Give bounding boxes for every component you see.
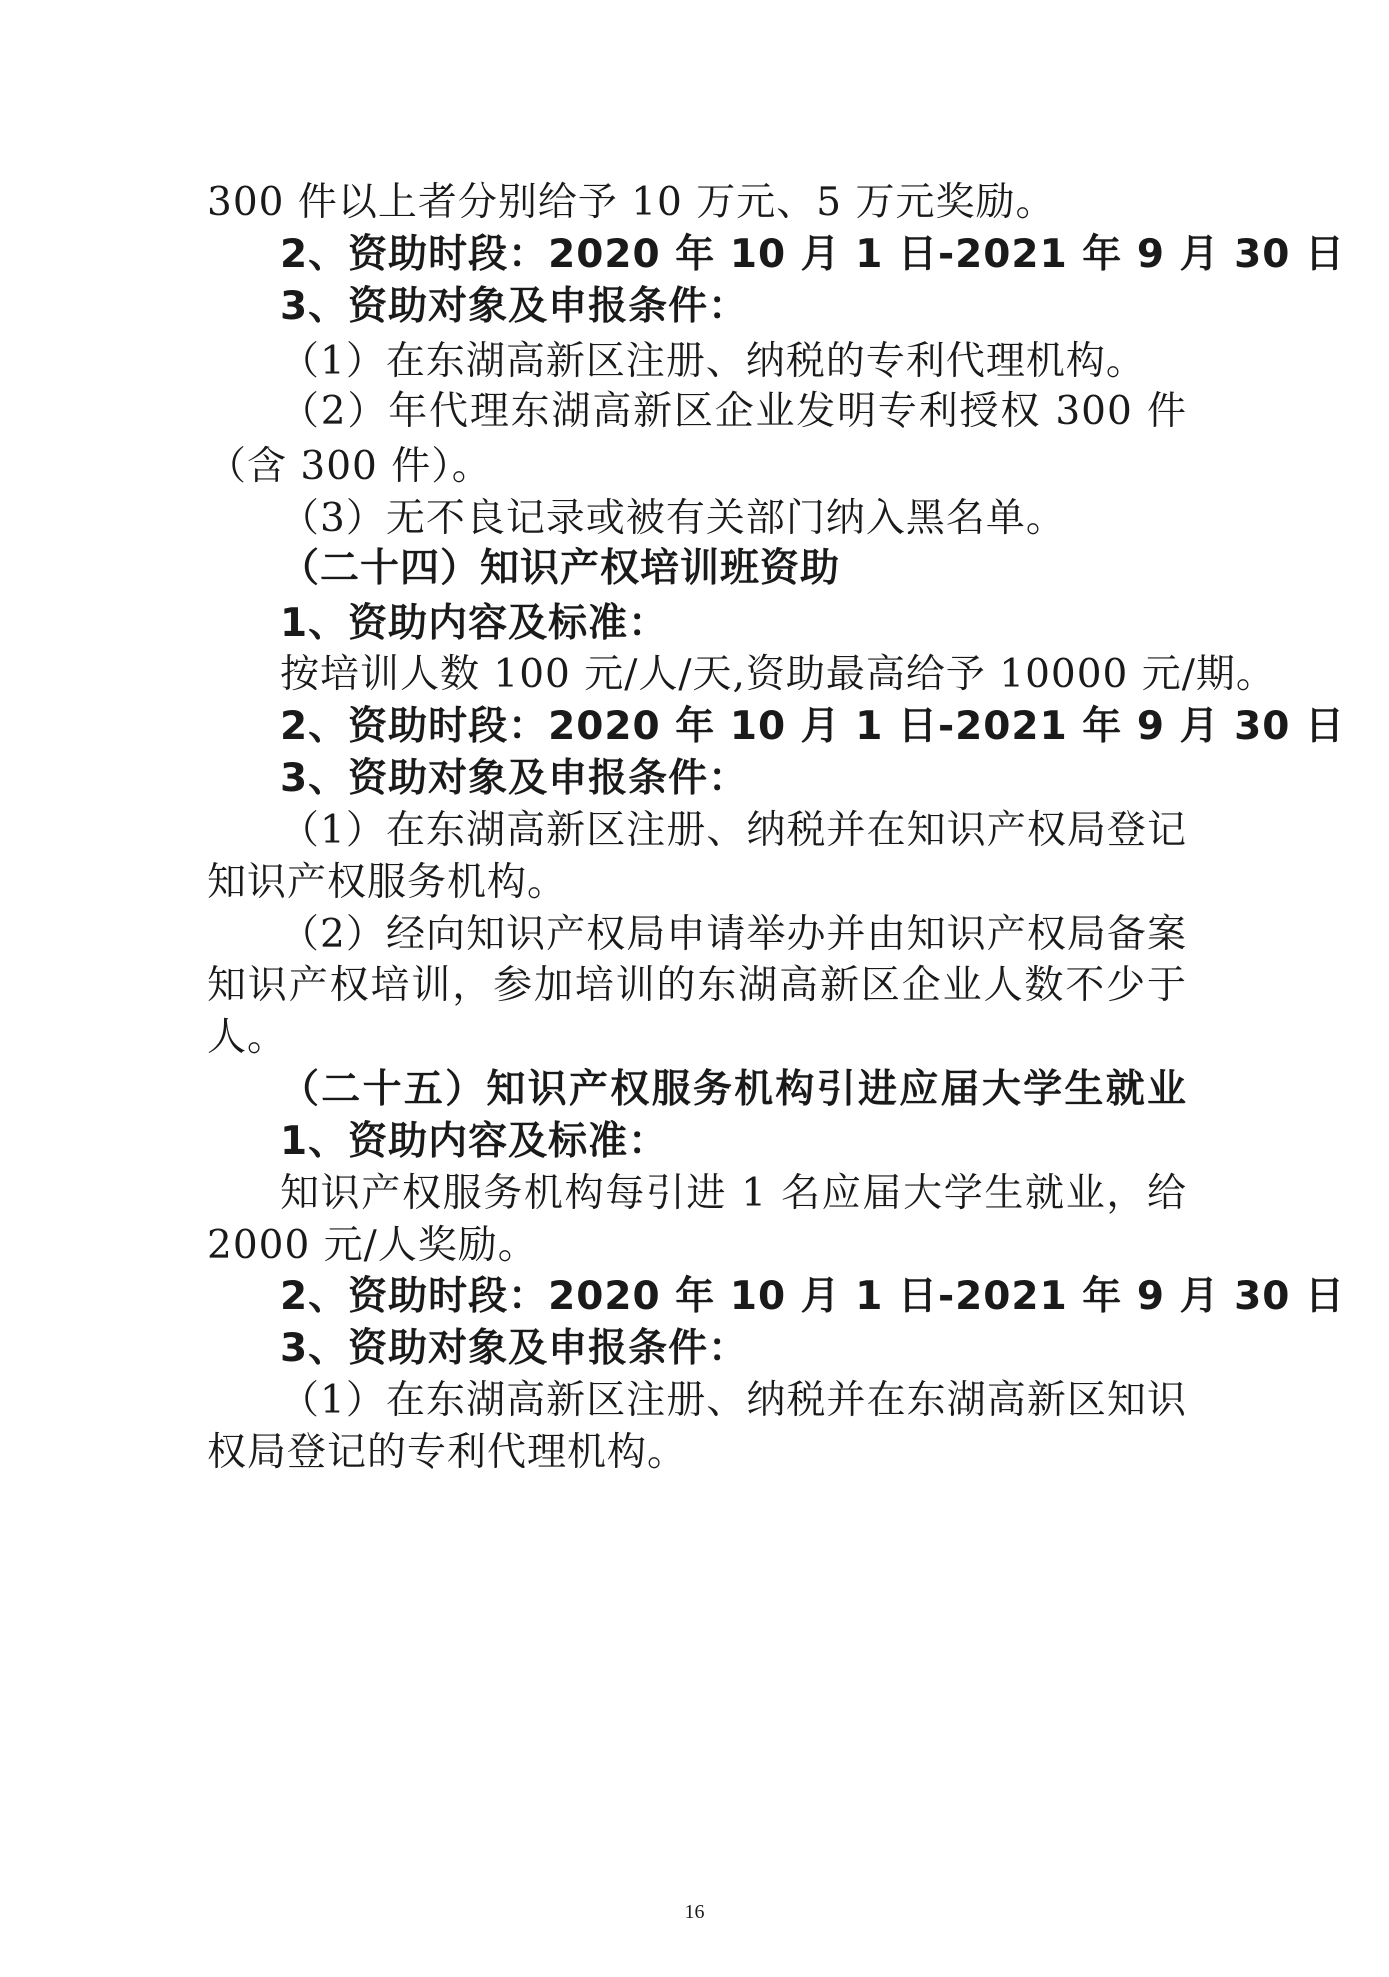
list-item-continuation: （含 300 件）。 [207, 444, 492, 489]
paragraph: 按培训人数 100 元/人/天,资助最高给予 10000 元/期。 [280, 652, 1276, 697]
section-heading: （二十五）知识产权服务机构引进应届大学生就业 [280, 1067, 1187, 1112]
subsection-heading: 3、资助对象及申报条件： [280, 284, 749, 329]
subsection-heading: 3、资助对象及申报条件： [280, 1326, 749, 1371]
list-item: （1）在东湖高新区注册、纳税并在知识产权局登记 [280, 808, 1187, 853]
list-item-continuation: 人。 [207, 1015, 288, 1060]
subsection-heading: 2、资助时段：2020 年 10 月 1 日-2021 年 9 月 30 日 [280, 1274, 1346, 1319]
paragraph-continuation: 2000 元/人奖励。 [207, 1223, 538, 1268]
list-item: （2）年代理东湖高新区企业发明专利授权 300 件 [280, 389, 1187, 434]
paragraph: 知识产权服务机构每引进 1 名应届大学生就业，给 [280, 1171, 1187, 1216]
list-item: （1）在东湖高新区注册、纳税并在东湖高新区知识 [280, 1378, 1187, 1423]
list-item: （1）在东湖高新区注册、纳税的专利代理机构。 [280, 339, 1146, 384]
section-heading: （二十四）知识产权培训班资助 [280, 546, 841, 591]
page-number: 16 [684, 1901, 705, 1923]
list-item: （3）无不良记录或被有关部门纳入黑名单。 [280, 496, 1066, 541]
subsection-heading: 1、资助内容及标准： [280, 1119, 669, 1164]
subsection-heading: 3、资助对象及申报条件： [280, 756, 749, 801]
list-item-continuation: 知识产权服务机构。 [207, 860, 568, 905]
list-item-continuation: 知识产权培训，参加培训的东湖高新区企业人数不少于 [207, 963, 1187, 1008]
subsection-heading: 2、资助时段：2020 年 10 月 1 日-2021 年 9 月 30 日 [280, 232, 1346, 277]
list-item: （2）经向知识产权局申请举办并由知识产权局备案 [280, 912, 1187, 957]
paragraph-continuation: 300 件以上者分别给予 10 万元、5 万元奖励。 [207, 180, 1056, 225]
list-item-continuation: 权局登记的专利代理机构。 [207, 1430, 688, 1475]
subsection-heading: 2、资助时段：2020 年 10 月 1 日-2021 年 9 月 30 日 [280, 704, 1346, 749]
subsection-heading: 1、资助内容及标准： [280, 601, 669, 646]
